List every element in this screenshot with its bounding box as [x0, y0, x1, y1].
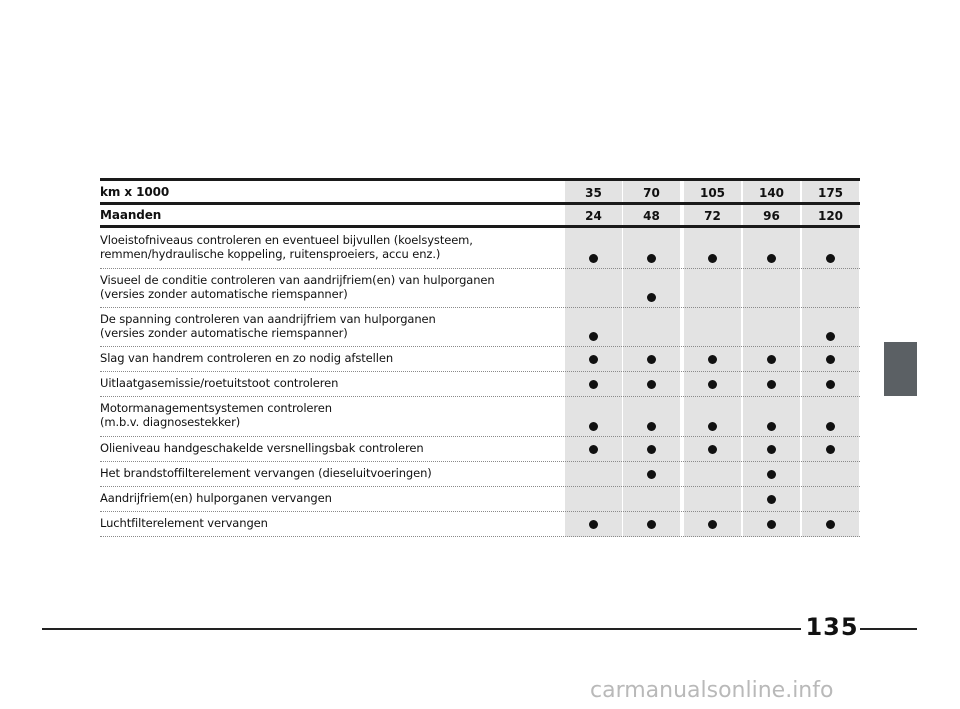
interval-check-dot	[767, 520, 776, 529]
task-row	[100, 307, 860, 346]
header-interval-value: 120	[817, 209, 844, 223]
interval-check-dot	[826, 355, 835, 364]
task-row	[100, 268, 860, 307]
interval-check-dot	[767, 445, 776, 454]
task-label: Vloeistofniveaus controleren en eventueel bijvullen (koelsysteem, remmen/hydraulische koppeling, ruitensproeiers, accu enz.)	[100, 233, 473, 261]
interval-check-dot	[767, 254, 776, 263]
task-label: Slag van handrem controleren en zo nodig afstellen	[100, 351, 394, 365]
interval-check-dot	[767, 380, 776, 389]
interval-check-dot	[708, 422, 717, 431]
interval-check-dot	[647, 470, 656, 479]
interval-check-dot	[826, 445, 835, 454]
task-row	[100, 461, 860, 486]
header-interval-value: 140	[758, 186, 785, 200]
interval-check-dot	[767, 495, 776, 504]
interval-check-dot	[589, 520, 598, 529]
header-interval-value: 24	[585, 209, 602, 223]
header-interval-value: 105	[699, 186, 726, 200]
task-label: Visueel de conditie controleren van aandrijfriem(en) van hulporganen (versies zonder automatische riemspanner)	[100, 273, 495, 301]
interval-check-dot	[708, 380, 717, 389]
task-label: Motormanagementsystemen controleren (m.b.v. diagnosestekker)	[100, 401, 332, 429]
task-label: Het brandstoffilterelement vervangen (dieseluitvoeringen)	[100, 466, 432, 480]
interval-check-dot	[589, 422, 598, 431]
header-row-label: km x 1000	[100, 185, 170, 199]
task-row	[100, 511, 860, 536]
interval-check-dot	[647, 355, 656, 364]
interval-check-dot	[647, 380, 656, 389]
interval-check-dot	[708, 445, 717, 454]
task-row	[100, 436, 860, 461]
interval-check-dot	[826, 332, 835, 341]
task-label: Uitlaatgasemissie/roetuitstoot controleren	[100, 376, 339, 390]
footer-rule-right	[860, 628, 917, 630]
task-row	[100, 396, 860, 436]
header-interval-value: 48	[643, 209, 660, 223]
interval-check-dot	[767, 355, 776, 364]
header-row-label: Maanden	[100, 208, 162, 222]
interval-check-dot	[589, 332, 598, 341]
interval-check-dot	[826, 520, 835, 529]
header-interval-value: 72	[704, 209, 721, 223]
header-interval-value: 70	[643, 186, 660, 200]
interval-check-dot	[826, 254, 835, 263]
row-divider	[100, 536, 860, 537]
interval-check-dot	[647, 422, 656, 431]
interval-check-dot	[826, 422, 835, 431]
header-interval-value: 96	[763, 209, 780, 223]
interval-check-dot	[826, 380, 835, 389]
header-interval-value: 175	[817, 186, 844, 200]
interval-check-dot	[767, 470, 776, 479]
task-row	[100, 486, 860, 511]
interval-check-dot	[647, 293, 656, 302]
footer-rule-left	[42, 628, 801, 630]
interval-check-dot	[589, 380, 598, 389]
interval-check-dot	[589, 355, 598, 364]
task-label: De spanning controleren van aandrijfriem van hulporganen (versies zonder automatische riemspanner)	[100, 312, 436, 340]
interval-check-dot	[647, 520, 656, 529]
page-number: 135	[805, 613, 859, 641]
task-row	[100, 346, 860, 371]
header-interval-value: 35	[585, 186, 602, 200]
task-row	[100, 371, 860, 396]
interval-check-dot	[708, 520, 717, 529]
section-tab-marker	[884, 342, 917, 396]
interval-check-dot	[647, 445, 656, 454]
interval-check-dot	[767, 422, 776, 431]
watermark-text: carmanualsonline.info	[590, 678, 834, 703]
interval-check-dot	[589, 445, 598, 454]
task-label: Aandrijfriem(en) hulporganen vervangen	[100, 491, 332, 505]
interval-check-dot	[708, 355, 717, 364]
task-label: Olieniveau handgeschakelde versnellingsbak controleren	[100, 441, 424, 455]
interval-check-dot	[647, 254, 656, 263]
task-label: Luchtfilterelement vervangen	[100, 516, 268, 530]
interval-check-dot	[708, 254, 717, 263]
interval-check-dot	[589, 254, 598, 263]
task-row	[100, 228, 860, 268]
